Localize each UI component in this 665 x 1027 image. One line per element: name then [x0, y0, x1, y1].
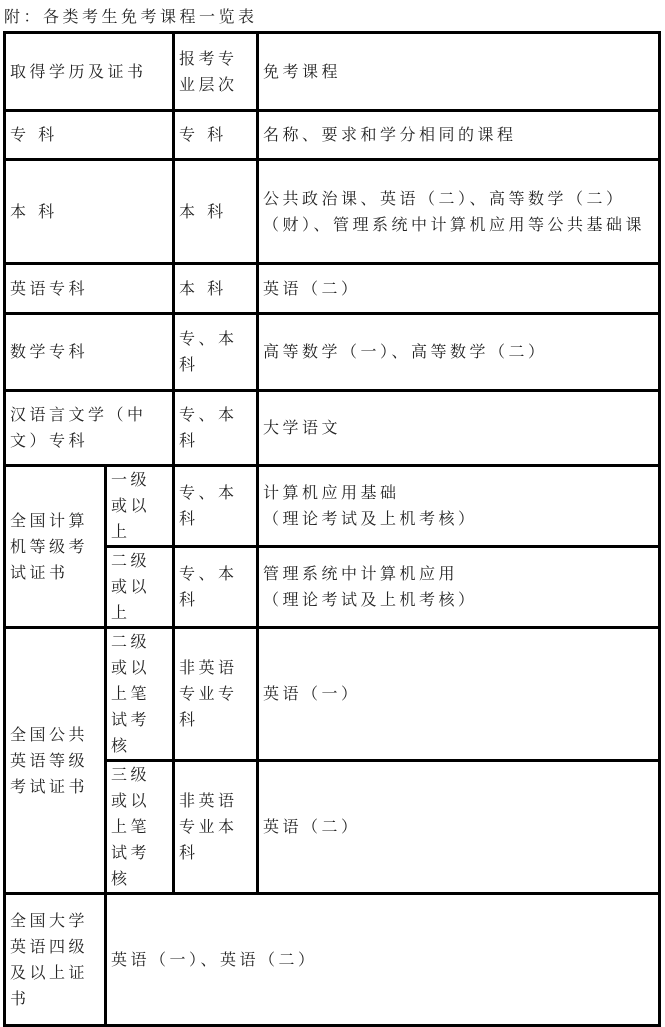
- courses-cell: [258, 466, 660, 547]
- document-caption: 附：各类考生免考课程一览表: [4, 7, 258, 26]
- level-cell: 本 科: [174, 160, 258, 264]
- courses-cell: 英语（二）: [258, 264, 660, 314]
- qualification-cell: 专 科: [5, 111, 174, 160]
- header-courses: 免考课程: [258, 33, 660, 111]
- computer-cert-cell: 全国计算机等级考试证书: [5, 466, 106, 628]
- level-cell: 专、本科: [174, 391, 258, 466]
- qualification-cell: 汉语言文学（中文）专科: [5, 391, 174, 466]
- level-cell: 非英语专业专科: [174, 628, 258, 761]
- level-cell: 专 科: [174, 111, 258, 160]
- table-row: [5, 111, 660, 160]
- courses-cell: 英语（二）: [258, 761, 660, 894]
- courses-cell: 英语（一）: [258, 628, 660, 761]
- cet-cert-cell: 全国大学英语四级及以上证书: [5, 894, 106, 1026]
- table-row: [5, 894, 660, 1026]
- qualification-cell: 数学专科: [5, 314, 174, 391]
- table-header-row: [5, 33, 660, 111]
- table-row: [5, 466, 660, 547]
- qualification-cell: 本 科: [5, 160, 174, 264]
- english-cert-cell: 全国公共英语等级考试证书: [5, 628, 106, 894]
- table-row: [5, 264, 660, 314]
- course-note: （理论考试及上机考核）: [263, 590, 478, 609]
- header-level: 报考专业层次: [174, 33, 258, 111]
- level-cell: 本 科: [174, 264, 258, 314]
- courses-cell: 大学语文: [258, 391, 660, 466]
- courses-cell: 名称、要求和学分相同的课程: [258, 111, 660, 160]
- grade-cell: 二级或以上: [106, 547, 174, 628]
- table-row: [5, 314, 660, 391]
- course-note: （理论考试及上机考核）: [263, 509, 478, 528]
- courses-cell: [258, 547, 660, 628]
- exemption-table: [3, 31, 661, 1027]
- table-row: [5, 160, 660, 264]
- table-row: [5, 628, 660, 761]
- header-qualification: 取得学历及证书: [5, 33, 174, 111]
- courses-cell: 公共政治课、英语（二）、高等数学（二）（财）、管理系统中计算机应用等公共基础课: [258, 160, 660, 264]
- grade-cell: 三级或以上笔试考核: [106, 761, 174, 894]
- course-name: 计算机应用基础: [263, 483, 400, 502]
- course-name: 管理系统中计算机应用: [263, 564, 459, 583]
- qualification-cell: 英语专科: [5, 264, 174, 314]
- grade-cell: 一级或以上: [106, 466, 174, 547]
- level-cell: 非英语专业本科: [174, 761, 258, 894]
- courses-cell: 高等数学（一）、高等数学（二）: [258, 314, 660, 391]
- courses-cell: 英语（一）、英语（二）: [106, 894, 660, 1026]
- grade-cell: 二级或以上笔试考核: [106, 628, 174, 761]
- level-cell: 专、本科: [174, 466, 258, 547]
- level-cell: 专、本科: [174, 547, 258, 628]
- level-cell: 专、本科: [174, 314, 258, 391]
- table-row: [5, 391, 660, 466]
